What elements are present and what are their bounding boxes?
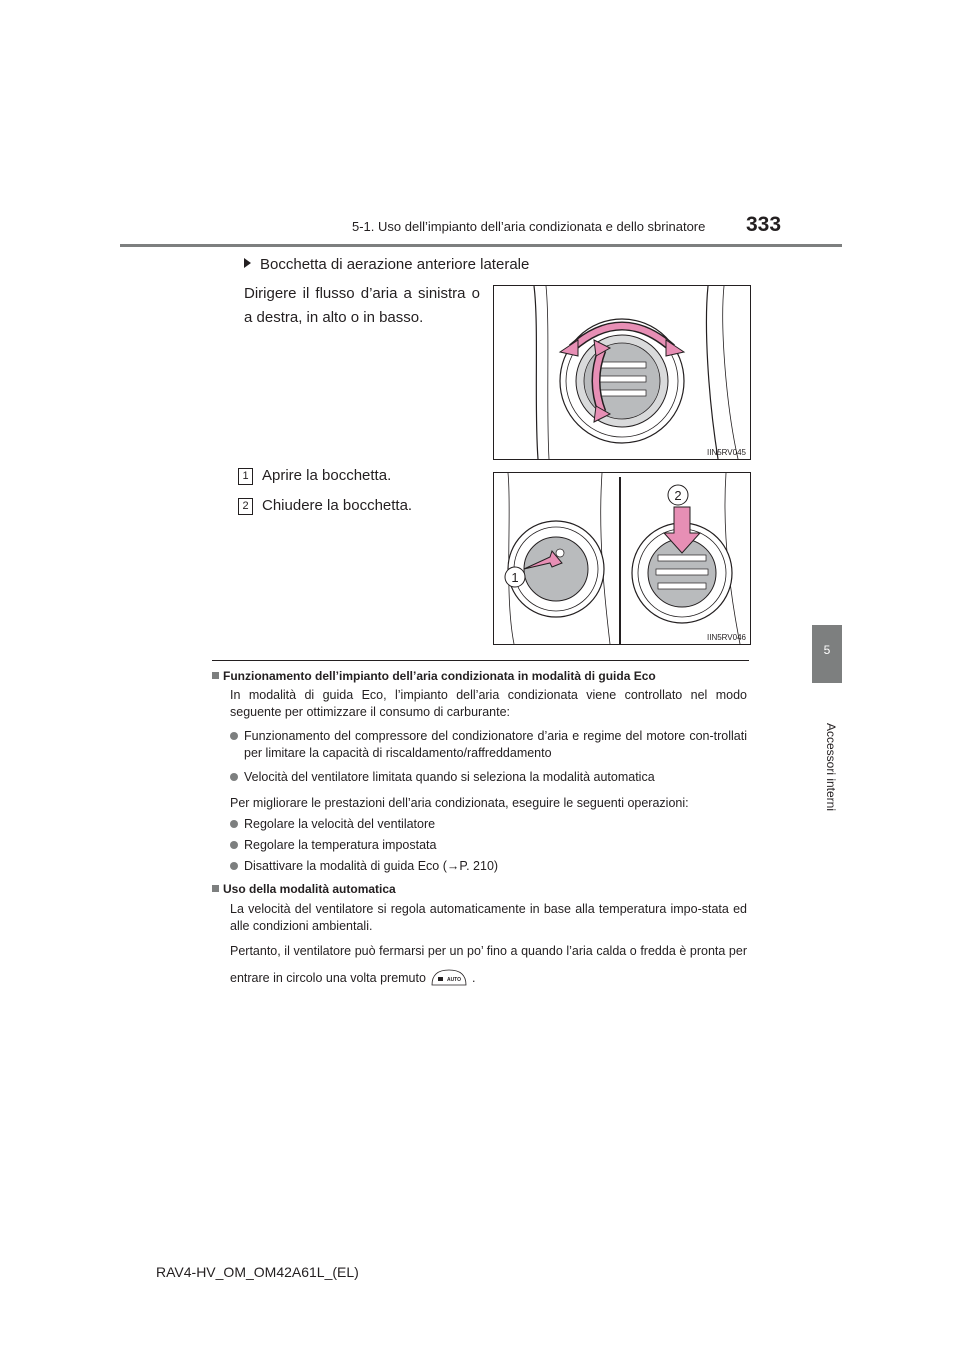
auto-text-2-body: Pertanto, il ventilatore può fermarsi per un po’ fino a quando l’aria calda o fredda è pronta per entrare in circolo una volta premuto	[230, 944, 747, 985]
front-vent-instruction: Dirigere il flusso d’aria a sinistra o a destra, in alto o in basso.	[244, 285, 480, 326]
section-divider	[212, 660, 749, 661]
eco-intro: In modalità di guida Eco, l’impianto dell’aria condizionata viene controllato nel modo seguente per ottimizzare il consumo di carburante:	[230, 688, 747, 719]
page-number: 333	[746, 213, 782, 236]
eco-section-title	[212, 669, 656, 683]
eco-action	[230, 858, 747, 875]
section-title: 5-1. Uso dell’impianto dell’aria condizionata e dello sbrinatore	[352, 219, 706, 234]
bullet-dot-icon	[230, 862, 238, 870]
figure-code: IIN5RV046	[707, 633, 746, 642]
front-vent-heading-text: Bocchetta di aerazione anteriore laterale	[260, 256, 530, 273]
eco-action	[230, 816, 747, 833]
step-number: 1	[238, 468, 253, 485]
bullet-dot-icon	[230, 773, 238, 781]
square-bullet-icon	[212, 885, 219, 892]
eco-action-text: Regolare la temperatura impostata	[244, 838, 437, 852]
eco-action	[230, 837, 747, 854]
manual-code: RAV4-HV_OM_OM42A61L_(EL)	[156, 1264, 359, 1280]
chapter-number: 5	[823, 643, 831, 657]
bullet-dot-icon	[230, 841, 238, 849]
step-text: Chiudere la bocchetta.	[262, 497, 413, 514]
chapter-label: Accessori interni	[824, 722, 838, 812]
header-divider	[120, 244, 842, 247]
eco-bullet	[230, 769, 747, 786]
callout-number: 1	[511, 570, 519, 585]
auto-text-1: La velocità del ventilatore si regola automaticamente in base alla temperatura impo-stata ed alle condizioni ambientali.	[230, 902, 747, 933]
square-bullet-icon	[212, 672, 219, 679]
bullet-dot-icon	[230, 820, 238, 828]
front-vent-heading	[244, 256, 529, 273]
figure-code: IIN5RV045	[707, 448, 746, 457]
eco-bullet	[230, 728, 747, 762]
step-open	[238, 467, 391, 485]
callout-number: 2	[674, 488, 682, 503]
triangle-bullet-icon	[244, 258, 251, 268]
eco-action-text: Regolare la velocità del ventilatore	[244, 817, 436, 831]
eco-bullet-text: Funzionamento del compressore del condizionatore d’aria e regime del motore con-trollati per limitare la capacità di riscaldamento/raffreddamento	[244, 729, 747, 760]
front-vent-figure	[493, 285, 751, 460]
eco-bullet-text: Velocità del ventilatore limitata quando si seleziona la modalità automatica	[244, 770, 655, 784]
auto-section-title-text: Uso della modalità automatica	[223, 882, 396, 896]
auto-button-label: AUTO	[446, 977, 461, 983]
step-close	[238, 497, 412, 515]
step-number: 2	[238, 498, 253, 515]
vent-direction-illustration	[494, 286, 750, 459]
eco-section-title-text: Funzionamento dell’impianto dell’aria condizionata in modalità di guida Eco	[223, 669, 656, 683]
auto-button-icon	[430, 968, 468, 986]
open-close-figure	[493, 472, 751, 645]
vent-open-close-illustration	[494, 473, 750, 644]
eco-action-text: Disattivare la modalità di guida Eco (→P. 210)	[244, 859, 499, 873]
eco-improve-text: Per migliorare le prestazioni dell’aria condizionata, eseguire le seguenti operazioni:	[230, 796, 689, 810]
auto-text-2	[230, 938, 747, 992]
bullet-dot-icon	[230, 732, 238, 740]
auto-text-2-end: .	[471, 971, 476, 985]
auto-section-title	[212, 882, 396, 896]
step-text: Aprire la bocchetta.	[262, 467, 392, 484]
